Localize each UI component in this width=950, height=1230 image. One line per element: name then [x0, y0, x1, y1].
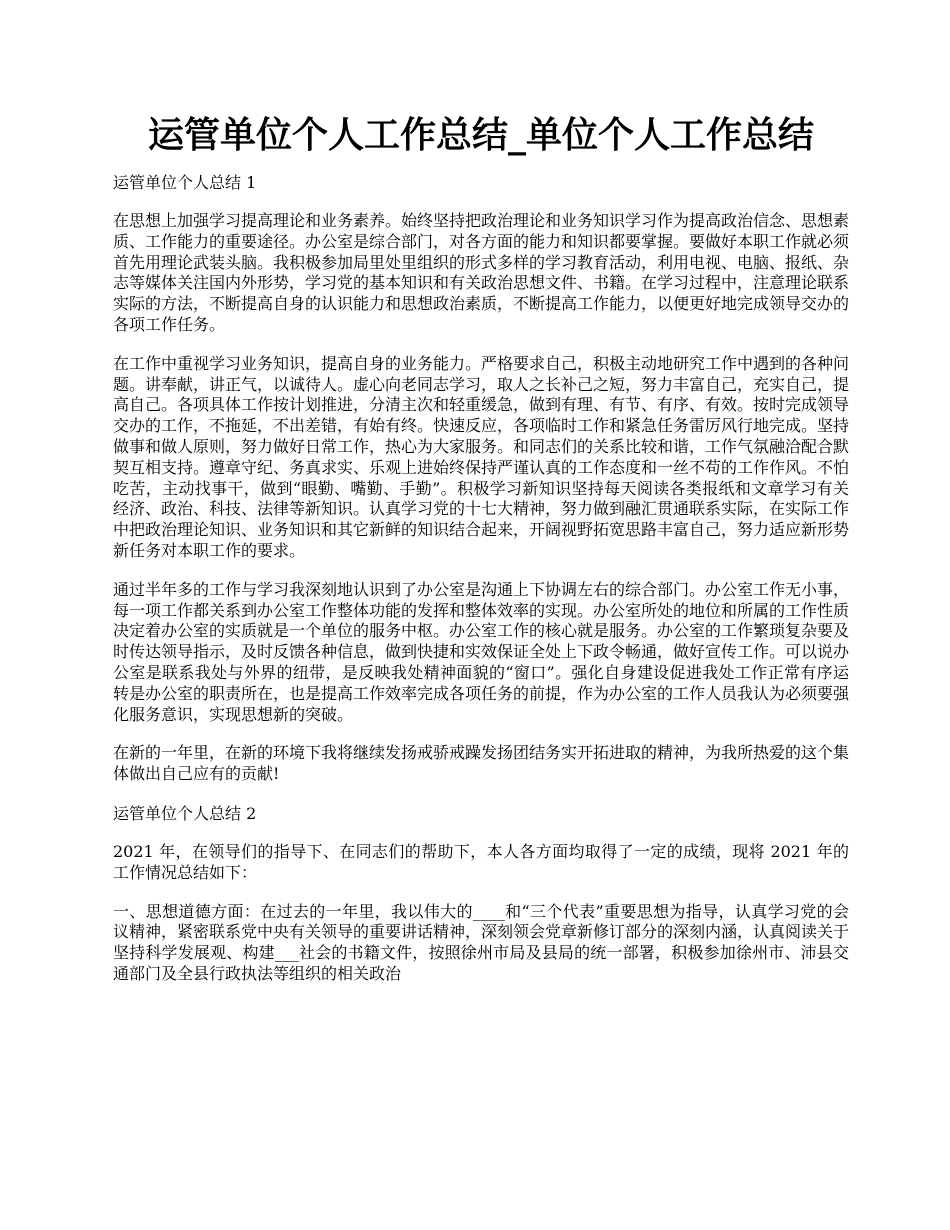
section-1-paragraph-2: 在工作中重视学习业务知识，提高自身的业务能力。严格要求自己，积极主动地研究工作中遇到的各种问题。讲奉献，讲正气，以诚待人。虚心向老同志学习，取人之长补己之短，努力丰富自己，充实自己，提高自己。各项具体工作按计划推进，分清主次和轻重缓急，做到有理、有节、有序、有效。按时完成领导交办的工作，不拖延，不出差错，有始有终。快速反应，各项临时工作和紧急任务雷厉风行地完成。坚持做事和做人原则，努力做好日常工作，热心为大家服务。和同志们的关系比较和谐，工作气氛融洽配合默契互相支持。遵章守纪、务真求实、乐观上进始终保持严谨认真的工作态度和一丝不苟的工作作风。不怕吃苦，主动找事干，做到“眼勤、嘴勤、手勤”。积极学习新知识坚持每天阅读各类报纸和文章学习有关经济、政治、科技、法律等新知识。认真学习党的十七大精神，努力做到融汇贯通联系实际，在实际工作中把政治理论知识、业务知识和其它新鲜的知识结合起来，开阔视野拓宽思路丰富自己，努力适应新形势新任务对本职工作的要求。	[113, 353, 850, 560]
document-page	[113, 108, 849, 1003]
section-1-paragraph-4: 在新的一年里，在新的环境下我将继续发扬戒骄戒躁发扬团结务实开拓进取的精神，为我所热爱的这个集体做出自己应有的贡献!	[113, 743, 850, 784]
section-2-paragraph-1: 2021 年，在领导们的指导下、在同志们的帮助下，本人各方面均取得了一定的成绩，现将 2021 年的工作情况总结如下：	[113, 841, 849, 882]
section-2-paragraph-2: 一、思想道德方面：在过去的一年里，我以伟大的____和“三个代表”重要思想为指导，认真学习党的会议精神，紧密联系党中央有关领导的重要讲话精神，深刻领会党章新修订部分的深刻内涵，认真阅读关于坚持科学发展观、构建___社会的书籍文件，按照徐州市局及县局的统一部署，积极参加徐州市、沛县交通部门及全县行政执法等组织的相关政治	[113, 901, 850, 983]
section-1-paragraph-3: 通过半年多的工作与学习我深刻地认识到了办公室是沟通上下协调左右的综合部门。办公室工作无小事，每一项工作都关系到办公室工作整体功能的发挥和整体效率的实现。办公室所处的地位和所属的工作性质决定着办公室的实质就是一个单位的服务中枢。办公室工作的核心就是服务。办公室的工作繁琐复杂要及时传达领导指示，及时反馈各种信息，做到快捷和实效保证全处上下政令畅通，做好宣传工作。可以说办公室是联系我处与外界的纽带，是反映我处精神面貌的“窗口”。强化自身建设促进我处工作正常有序运转是办公室的职责所在，也是提高工作效率完成各项任务的前提，作为办公室的工作人员我认为必须要强化服务意识，实现思想新的突破。	[113, 579, 850, 724]
section-2-heading: 运管单位个人总结 2	[113, 803, 257, 823]
document-title: 运管单位个人工作总结_单位个人工作总结	[147, 115, 814, 156]
section-1-paragraph-1: 在思想上加强学习提高理论和业务素养。始终坚持把政治理论和业务知识学习作为提高政治信念、思想素质、工作能力的重要途径。办公室是综合部门，对各方面的能力和知识都要掌握。要做好本职工作就必须首先用理论武装头脑。我积极参加局里处里组织的形式多样的学习教育活动，利用电视、电脑、报纸、杂志等媒体关注国内外形势，学习党的基本知识和有关政治思想文件、书籍。在学习过程中，注意理论联系实际的方法，不断提高自身的认识能力和思想政治素质，不断提高工作能力，以便更好地完成领导交办的各项工作任务。	[113, 211, 850, 334]
section-1-heading: 运管单位个人总结 1	[113, 173, 257, 192]
